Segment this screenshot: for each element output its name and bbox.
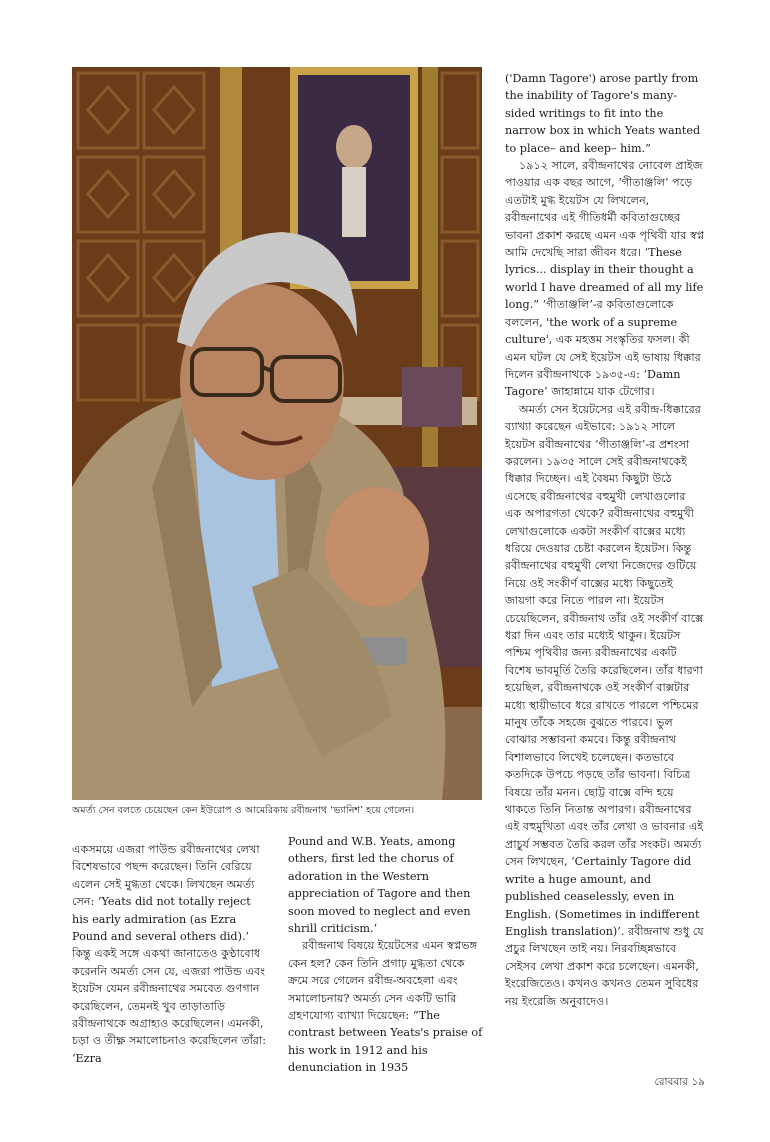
- article-photo: [72, 67, 482, 800]
- page-number: রোববার ১৯: [654, 1076, 705, 1088]
- paragraph: Pound and W.B. Yeats, among others, first led the chorus of adoration in the Western appreciation of Tagore and then soon moved to neglect and even shrill criticism.’: [288, 835, 471, 936]
- article-column-left: [72, 841, 267, 1067]
- portrait-illustration: [72, 67, 482, 800]
- paragraph: অমর্ত্য সেন ইয়েটসের এই রবীন্দ্র-ধিক্কারের ব্যাখ্যা করেছেন এইভাবে: ১৯১২ সালে ইয়েটস রবীন্দ্রনাথের ‘গীতাঞ্জলি’-র প্রশংসা করলেন। ১৯৩৫ সালে সেই রবীন্দ্রনাথকেই ধিক্কার দিচ্ছেন। এই বৈষম্য কিছুটা উঠে এসেছে রবীন্দ্রনাথের বহুমুখী লেখাগুলোর এক অপারগতা থেকে? রবীন্দ্রনাথের বহুমুখী লেখাগুলোকে একটা সংকীর্ণ বাক্সের মধ্যে ধরিয়ে দেওয়ার চেষ্টা করলেন ইয়েটস। কিন্তু রবীন্দ্রনাথের বহুমুখী লেখা নিজেদের গুটিয়ে নিয়ে ওই সংকীর্ণ বাক্সের মধ্যে কিছুতেই জায়গা করে নিতে পারল না। ইয়েটস চেয়েছিলেন, রবীন্দ্রনাথ তাঁর ওই সংকীর্ণ বাক্সে ধরা দিন এবং তার মধ্যেই থাকুন। ইয়েটস পশ্চিম পৃথিবীর জন্য রবীন্দ্রনাথের একটি বিশেষ ভাবমূর্তি তৈরি করেছিলেন। তাঁর ধারণা হয়েছিল, রবীন্দ্রনাথকে ওই সংকীর্ণ বাক্সটার মধ্যে স্থায়ীভাবে ধরে রাখতে পারলে পশ্চিমের মানুষ তাঁকে সহজে বুঝতে পারবে। ভুল বোঝার সম্ভাবনা কমবে। কিন্তু রবীন্দ্রনাথ বিশালভাবে লিখেই চলেছেন। কতভাবে কতদিকে উপচে পড়ছে তাঁর ভাবনা। বিচিত্র বিষয়ে তাঁর মনন। ছোট্ট বাক্সে বন্দি হয়ে থাকতে তিনি নিতান্ত অপারগ। রবীন্দ্রনাথের এই বহুমুখিতা এবং তাঁর লেখা ও ভাবনার এই প্রাচুর্য সম্ভবত তৈরি করল তাঁর সংকট। অমর্ত্য সেন লিখছেন, ‘Certainly Tagore did write a huge amount, and published ceaselessly, even in English. (Sometimes in indifferent English translation)’. রবীন্দ্রনাথ শুধু যে প্রচুর লিখছেন তাই নয়। নিরবচ্ছিন্নভাবে সেইসব লেখা প্রকাশ করে চলেছেন। এমনকী, ইংরেজিতেও। কখনও কখনও তেমন সুবিধের নয় ইংরেজি অনুবাদেও।: [505, 402, 704, 1008]
- paragraph: একসময়ে এজরা পাউন্ড রবীন্দ্রনাথের লেখা বিশেষভাবে পছন্দ করেছেন। তিনি বেরিয়ে এলেন সেই মুগ্ধতা থেকে। লিখছেন অমর্ত্য সেন: ‘Yeats did not totally reject his early admiration (as Ezra Pound and several others did).’ কিন্তু একই সঙ্গে একথা জানাতেও কুণ্ঠাবোধ করেননি অমর্ত্য সেন যে, এজরা পাউন্ড এবং ইয়েটস যেমন রবীন্দ্রনাথের সমবেত গুণগান করেছিলেন, তেমনই খুব তাড়াতাড়ি রবীন্দ্রনাথকে অগ্রাহ্যও করেছিলেন। এমনকী, চড়া ও তীক্ষ্ণ সমালোচনাও করেছিলেন তাঁরা: ‘Ezra: [72, 843, 267, 1065]
- paragraph: ১৯১২ সালে, রবীন্দ্রনাথের নোবেল প্রাইজ পাওয়ার এক বছর আগে, ‘গীতাঞ্জলি’ পড়ে এতটাই মুগ্ধ ইয়েটস যে লিখলেন, রবীন্দ্রনাথের এই গীতিধর্মী কবিতাগুচ্ছের ভাবনা প্রকাশ করছে এমন এক পৃথিবী যার স্বপ্ন আমি দেখেছি সারা জীবন ধরে। ‘These lyrics... display in their thought a world I have dreamed of all my life long.” ‘গীতাঞ্জলি’-র কবিতাগুলোকে বললেন, 'the work of a supreme culture', এক মহত্তম সংস্কৃতির ফসল। কী এমন ঘটল যে সেই ইয়েটস এই ভাষায় ধিক্কার দিলেন রবীন্দ্রনাথকে ১৯৩৫-এ: ‘Damn Tagore’ জাহান্নামে যাক টেগোর।: [505, 159, 705, 399]
- paragraph: ('Damn Tagore') arose partly from the inability of Tagore's many-sided writings to fit into the narrow box in which Yeats wanted to place– and keep– him.”: [505, 72, 701, 155]
- article-column-middle: [288, 833, 484, 1077]
- photo-caption: অমর্ত্য সেন বলতে চেয়েছেন কেন ইউরোপ ও আমেরিকায় রবীন্দ্রনাথ ‘ভ্যানিশ’ হয়ে গেলেন।: [72, 805, 415, 816]
- article-column-right: [505, 70, 705, 1010]
- paragraph: রবীন্দ্রনাথ বিষয়ে ইয়েটসের এমন স্বপ্নভঙ্গ কেন হল? কেন তিনি প্রগাঢ় মুগ্ধতা থেকে ক্রমে সরে গেলেন রবীন্দ্র-অবহেলা এবং সমালোচনায়? অমর্ত্য সেন একটি ভারি গ্রহণযোগ্য ব্যাখ্যা দিয়েছেন: “The contrast between Yeats's praise of his work in 1912 and his denunciation in 1935: [288, 939, 483, 1075]
